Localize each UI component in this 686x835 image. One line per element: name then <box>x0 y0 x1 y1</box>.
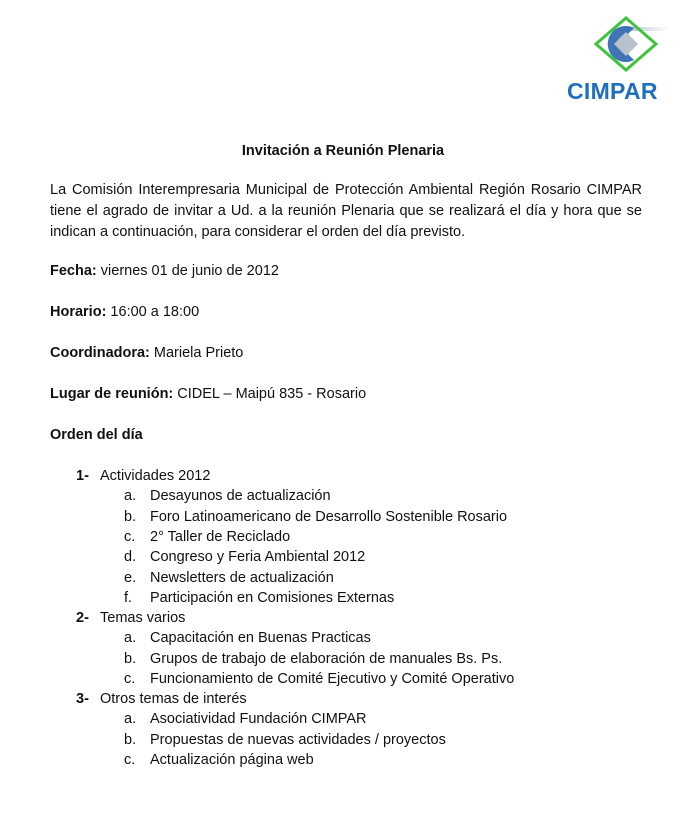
subitem-text: Capacitación en Buenas Practicas <box>150 630 371 646</box>
lugar-label: Lugar de reunión: <box>50 386 174 402</box>
agenda-item-number: 2- <box>76 610 89 626</box>
subitem-letter: b. <box>124 732 137 748</box>
agenda-subitem <box>0 709 686 729</box>
agenda-subitem <box>0 568 686 588</box>
subitem-text: Congreso y Feria Ambiental 2012 <box>150 549 366 565</box>
subitem-text: Foro Latinoamericano de Desarrollo Sostenible Rosario <box>150 509 508 525</box>
horario-value: 16:00 a 18:00 <box>106 304 200 320</box>
agenda-subitem <box>0 547 686 567</box>
fecha-field <box>50 263 279 279</box>
agenda-subitem <box>0 588 686 608</box>
subitem-letter: e. <box>124 570 137 586</box>
coordinadora-label: Coordinadora: <box>50 345 150 361</box>
horario-label: Horario: <box>50 304 107 320</box>
subitem-text: Grupos de trabajo de elaboración de manuales Bs. Ps. <box>150 651 503 667</box>
agenda-item-2 <box>0 608 686 628</box>
subitem-text: Actualización página web <box>150 752 314 768</box>
agenda-item-label: Otros temas de interés <box>100 691 247 707</box>
agenda-subitem <box>0 507 686 527</box>
subitem-text: Desayunos de actualización <box>150 488 331 504</box>
subitem-text: Newsletters de actualización <box>150 570 334 586</box>
intro-paragraph: La Comisión Interempresaria Municipal de Protección Ambiental Región Rosario CIMPAR tiene el agrado de invitar a Ud. a la reunión Plenaria que se realizará el día y hora que se indican a continuación, para considerar el orden del día previsto. <box>50 182 642 240</box>
subitem-text: Participación en Comisiones Externas <box>150 590 395 606</box>
subitem-letter: a. <box>124 488 137 504</box>
agenda-subitem <box>0 669 686 689</box>
subitem-letter: a. <box>124 711 137 727</box>
subitem-letter: c. <box>124 529 136 545</box>
agenda-subitem <box>0 750 686 770</box>
agenda-subitem <box>0 730 686 750</box>
subitem-letter: a. <box>124 630 137 646</box>
lugar-field <box>50 386 366 402</box>
document-title: Invitación a Reunión Plenaria <box>241 143 445 159</box>
subitem-letter: c. <box>124 752 136 768</box>
agenda-heading: Orden del día <box>50 427 143 443</box>
subitem-text: Asociatividad Fundación CIMPAR <box>150 711 367 727</box>
agenda-subitem <box>0 628 686 648</box>
agenda-item-3 <box>0 689 686 709</box>
cimpar-logo <box>560 14 672 106</box>
agenda-subitem <box>0 486 686 506</box>
agenda-item-1 <box>0 466 686 486</box>
subitem-letter: b. <box>124 651 137 667</box>
agenda-item-label: Actividades 2012 <box>100 468 211 484</box>
agenda-subitem <box>0 527 686 547</box>
coordinadora-field <box>50 345 243 361</box>
logo-text: CIMPAR <box>567 78 658 104</box>
lugar-value: CIDEL – Maipú 835 - Rosario <box>173 386 367 402</box>
cimpar-logo-mark-icon <box>590 14 670 76</box>
agenda-item-number: 3- <box>76 691 89 707</box>
subitem-letter: c. <box>124 671 136 687</box>
subitem-text: 2° Taller de Reciclado <box>150 529 291 545</box>
coordinadora-value: Mariela Prieto <box>149 345 244 361</box>
agenda-item-label: Temas varios <box>100 610 186 626</box>
subitem-text: Propuestas de nuevas actividades / proyectos <box>150 732 446 748</box>
fecha-label: Fecha: <box>50 263 97 279</box>
subitem-letter: f. <box>124 590 133 606</box>
agenda-subitem <box>0 649 686 669</box>
subitem-text: Funcionamiento de Comité Ejecutivo y Comité Operativo <box>150 671 515 687</box>
horario-field <box>50 304 199 320</box>
agenda-item-number: 1- <box>76 468 89 484</box>
fecha-value: viernes 01 de junio de 2012 <box>96 263 279 279</box>
subitem-letter: b. <box>124 509 137 525</box>
subitem-letter: d. <box>124 549 137 565</box>
